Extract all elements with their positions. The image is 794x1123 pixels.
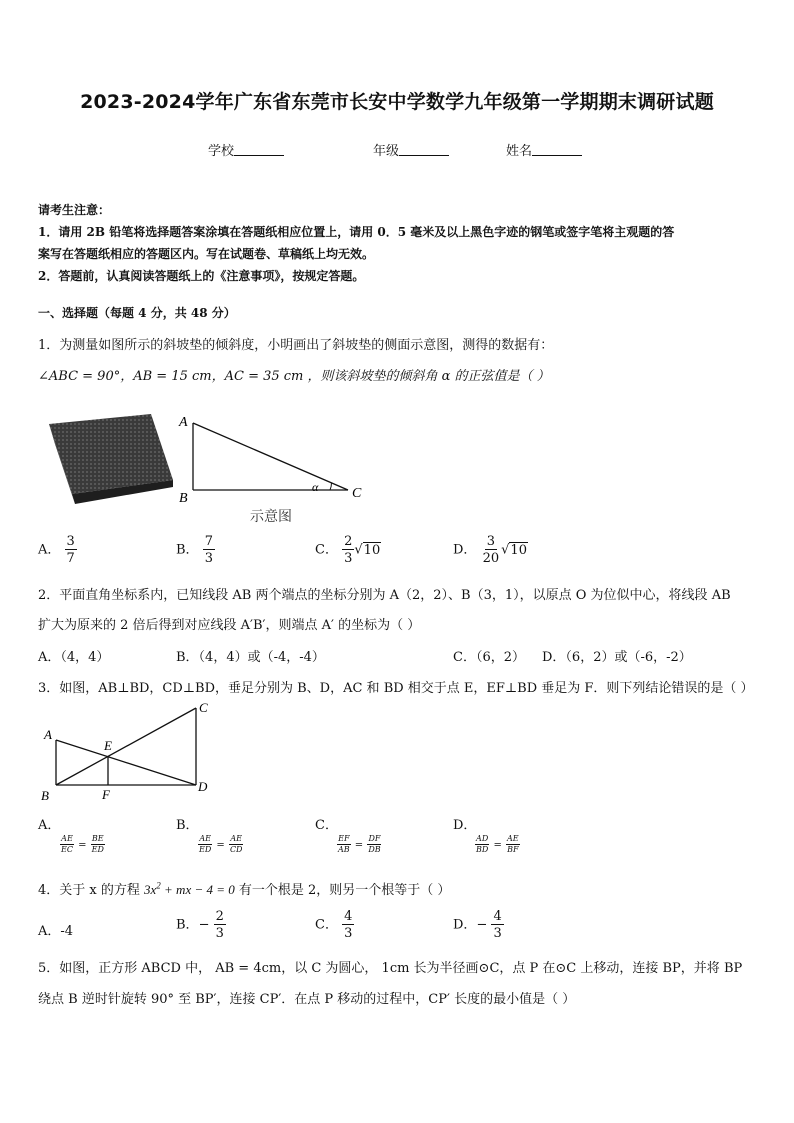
q3-point-e: E bbox=[104, 738, 112, 753]
point-c-label: C bbox=[352, 486, 362, 501]
q3-point-b: B bbox=[41, 788, 49, 803]
q3-option-a[interactable]: A． $\frac{AE}{EC}$ = $\frac{BE}{ED}$ bbox=[38, 818, 104, 854]
q2-text-1: 2．平面直角坐标系内，已知线段 AB 两个端点的坐标分别为 A（2，2）、B（3，1），以原点 O 为位似中心，将线段 AB bbox=[38, 588, 731, 603]
q1-text-2: ∠ABC = 90°，AB = 15 cm，AC = 35 cm ，则该斜坡垫的倾斜角 α 的正弦值是（ ） bbox=[38, 369, 550, 384]
notice-line-1b: 案写在答题纸相应的答题区内。写在试题卷、草稿纸上均无效。 bbox=[38, 247, 375, 261]
q2-option-a[interactable]: A．（4，4） bbox=[38, 650, 110, 665]
q3-point-f: F bbox=[102, 787, 110, 802]
q3-point-a: A bbox=[44, 727, 52, 742]
name-field bbox=[506, 140, 582, 159]
q1-option-d[interactable]: D． $\frac{3}{20}$ √10 bbox=[453, 534, 527, 566]
angle-arc bbox=[330, 483, 332, 490]
q5-text-1: 5．如图，正方形 ABCD 中， AB = 4cm，以 C 为圆心， 1cm 长为半径画⊙C，点 P 在⊙C 上移动，连接 BP，并将 BP bbox=[38, 961, 743, 976]
grade-field bbox=[373, 140, 449, 159]
q3-option-c[interactable]: C． $\frac{EF}{AB}$ = $\frac{DF}{DB}$ bbox=[315, 818, 381, 854]
notice-line-1a: 1．请用 2B 铅笔将选择题答案涂填在答题纸相应位置上，请用 0．5 毫米及以上黑色字迹的钢笔或签字笔将主观题的答 bbox=[38, 225, 675, 239]
q1-option-b[interactable]: B． $\frac{7}{3}$ bbox=[176, 534, 213, 566]
notice-line-2: 2．答题前，认真阅读答题纸上的《注意事项》，按规定答题。 bbox=[38, 269, 365, 283]
point-a-label: A bbox=[179, 415, 188, 430]
q4-text-1: 4．关于 x 的方程 $3x^2$ + mx − 4 = 0 有一个根是 2，则另一个根等于（ ） bbox=[38, 880, 451, 898]
school-field bbox=[208, 140, 284, 159]
q4-option-c[interactable]: C． $\frac{4}{3}$ bbox=[315, 909, 353, 941]
q5-text-2: 绕点 B 逆时针旋转 90° 至 BP′，连接 CP′．在点 P 移动的过程中，CP′ 长度的最小值是（ ） bbox=[38, 992, 576, 1007]
notice-heading: 请考生注意： bbox=[38, 203, 111, 217]
q1-triangle-diagram bbox=[172, 408, 372, 528]
q3-option-d[interactable]: D． $\frac{AD}{BD}$ = $\frac{AE}{BF}$ bbox=[453, 818, 519, 854]
notice-block bbox=[38, 199, 768, 287]
q2-option-d[interactable]: D．（6，2）或（-6，-2） bbox=[542, 650, 692, 665]
slope-pad-photo bbox=[45, 410, 180, 510]
q2-text-2: 扩大为原来的 2 倍后得到对应线段 A′B′，则端点 A′ 的坐标为（ ） bbox=[38, 618, 421, 633]
q3-option-b[interactable]: B． $\frac{AE}{ED}$ = $\frac{AE}{CD}$ bbox=[176, 818, 243, 854]
q4-option-d[interactable]: D．− $\frac{4}{3}$ bbox=[453, 909, 502, 941]
q4-option-a[interactable]: A．-4 bbox=[38, 924, 74, 939]
q3-point-c: C bbox=[199, 700, 208, 715]
q3-geometry-diagram bbox=[38, 698, 218, 808]
q1-text-1: 1．为测量如图所示的斜坡垫的倾斜度，小明画出了斜坡垫的侧面示意图，测得的数据有： bbox=[38, 338, 554, 353]
point-b-label: B bbox=[179, 491, 188, 506]
exam-title: 2023-2024学年广东省东莞市长安中学数学九年级第一学期期末调研试题 bbox=[80, 91, 714, 113]
q4-option-b[interactable]: B．− $\frac{2}{3}$ bbox=[176, 909, 224, 941]
q1-option-a[interactable]: A． $\frac{3}{7}$ bbox=[38, 534, 75, 566]
name-blank[interactable] bbox=[532, 142, 582, 156]
q3-text-1: 3．如图，AB⊥BD，CD⊥BD，垂足分别为 B、D，AC 和 BD 相交于点 E，EF⊥BD 垂足为 F．则下列结论错误的是（ ） bbox=[38, 681, 754, 696]
q2-option-c[interactable]: C．（6，2） bbox=[453, 650, 525, 665]
q2-option-b[interactable]: B．（4，4）或（-4，-4） bbox=[176, 650, 325, 665]
school-label: 学校 bbox=[208, 144, 235, 159]
figure-caption: 示意图 bbox=[250, 509, 292, 525]
q3-point-d: D bbox=[198, 779, 208, 794]
school-blank[interactable] bbox=[234, 142, 284, 156]
grade-label: 年级 bbox=[373, 144, 400, 159]
alpha-label: α bbox=[312, 480, 319, 494]
q1-option-c[interactable]: C． $\frac{2}{3}$ √10 bbox=[315, 534, 381, 566]
grade-blank[interactable] bbox=[399, 142, 449, 156]
side-ac bbox=[193, 423, 348, 490]
name-label: 姓名 bbox=[506, 144, 533, 159]
section-heading: 一、选择题（每题 4 分，共 48 分） bbox=[38, 306, 236, 320]
